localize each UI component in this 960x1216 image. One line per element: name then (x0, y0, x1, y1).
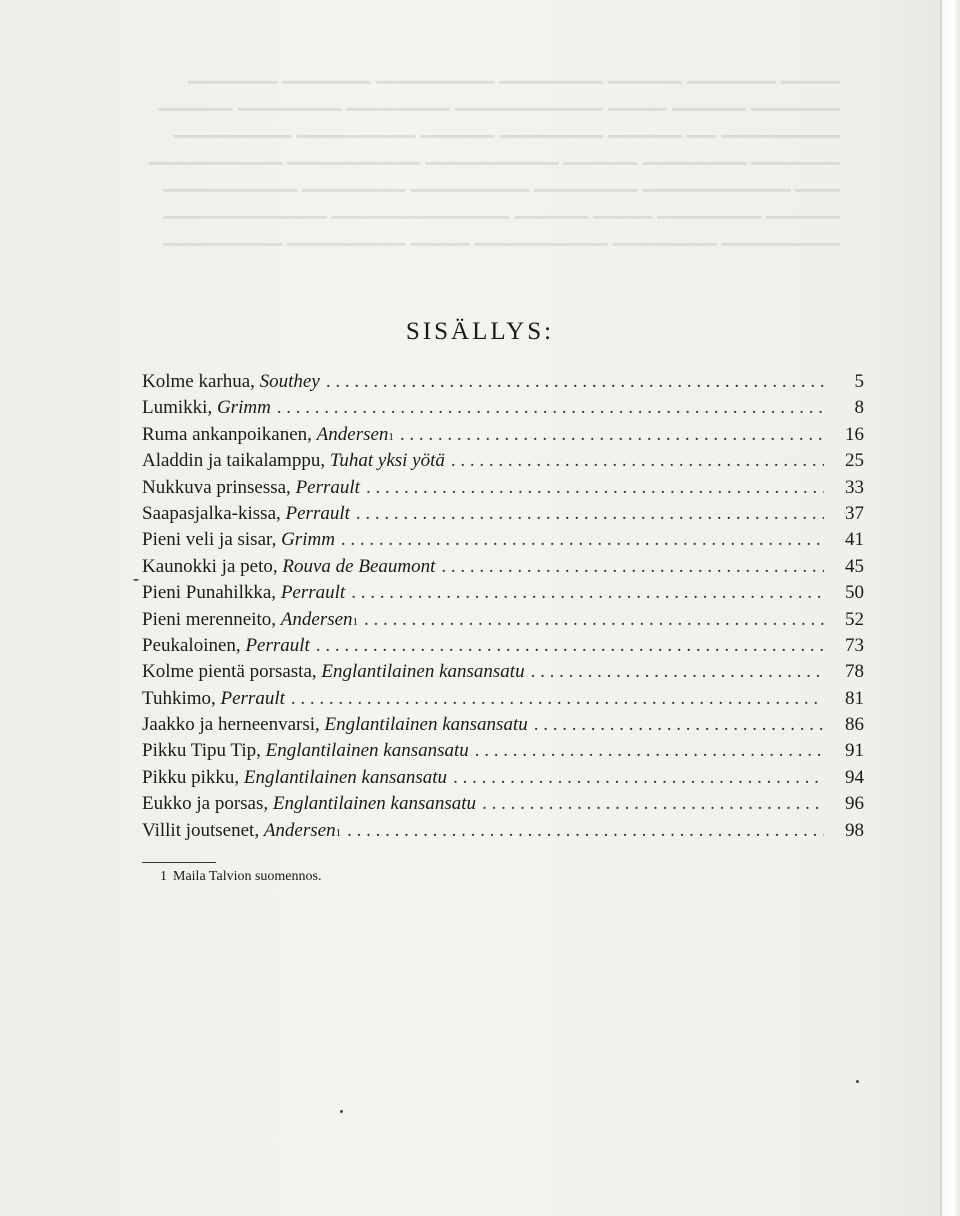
toc-entry (142, 529, 864, 555)
dot-leader (326, 371, 824, 393)
margin-mark: - (133, 568, 139, 588)
dot-leader (451, 450, 824, 472)
entry-title: Kolme karhua, (142, 371, 255, 392)
page-edge (940, 0, 960, 1216)
entry-title: Tuhkimo, (142, 687, 216, 709)
entry-author: Englantilainen kansansatu (265, 740, 469, 762)
dot-leader (351, 582, 824, 604)
page-number: 5 (854, 371, 864, 392)
entry-title: Nukkuva prinsessa, (142, 476, 291, 498)
entry-author: Grimm (216, 397, 271, 419)
page-number: 98 (845, 819, 864, 841)
toc-entry (142, 371, 864, 397)
entry-title: Pikku Tipu Tip, (142, 740, 261, 762)
entry-title: Lumikki, (142, 397, 213, 419)
entry-author: Andersen (263, 819, 336, 841)
toc-entry (142, 503, 864, 529)
dot-leader (475, 740, 824, 762)
toc-entry (142, 582, 864, 608)
page-number: 25 (845, 450, 864, 472)
entry-author: Southey (259, 371, 320, 392)
toc-entry (142, 767, 864, 793)
page-title: SISÄLLYS: (405, 318, 555, 345)
entry-author: Perrault (245, 634, 310, 656)
page-number: 86 (845, 714, 864, 736)
page-number: 16 (845, 423, 864, 445)
dot-leader (482, 793, 824, 815)
page-number: 50 (845, 582, 864, 604)
entry-title: Pikku pikku, (142, 766, 240, 788)
dot-leader (400, 424, 824, 446)
dot-leader (453, 767, 824, 789)
dot-leader (277, 397, 824, 419)
entry-author: Englantilainen kansansatu (272, 793, 477, 815)
dot-leader (347, 820, 824, 842)
bleed-through-text: ▁▁▁▁ ▁▁▁▁▁▁ ▁▁▁▁▁ ▁▁▁▁▁▁▁ ▁▁▁▁▁▁▁▁ ▁▁▁▁▁▁ ▁▁▁▁▁▁ ▁▁▁▁▁▁ ▁▁▁▁▁ ▁▁▁▁ ▁▁▁▁▁▁▁▁▁▁ ▁▁▁▁▁▁▁ ▁▁▁▁▁▁▁ ▁▁▁▁▁ ▁▁▁▁▁▁▁▁ ▁▁ ▁▁▁▁▁ ▁▁▁▁▁▁▁ ▁▁▁▁▁ ▁▁▁▁▁▁▁▁ ▁▁▁▁▁▁▁▁ ▁▁▁▁▁▁ ▁▁▁▁▁▁▁ ▁▁▁▁▁ ▁▁▁▁▁▁▁▁▁ ▁▁▁▁▁▁▁▁▁ ▁▁▁▁▁▁▁▁▁ ▁▁▁ ▁▁▁▁▁▁▁▁▁▁ ▁▁▁▁▁▁▁ ▁▁▁▁▁▁▁▁ ▁▁▁▁▁▁▁ ▁▁▁▁▁▁▁▁▁ ▁▁▁▁▁ ▁▁▁▁▁▁▁ ▁▁▁▁ ▁▁▁▁▁ ▁▁▁▁▁▁▁▁▁▁▁▁ ▁▁▁▁▁▁▁▁▁▁▁ ▁▁▁▁▁▁▁▁ ▁▁▁▁▁▁▁ ▁▁▁▁▁▁▁▁▁ ▁▁▁▁ ▁▁▁▁▁▁▁▁ ▁▁▁▁▁▁▁▁ (148, 63, 840, 246)
toc-entry (142, 477, 864, 503)
page-number: 8 (854, 397, 864, 419)
dot-leader (291, 688, 824, 710)
dot-leader (356, 503, 824, 525)
entry-author: Andersen (316, 423, 389, 445)
entry-author: Perrault (295, 476, 360, 498)
entry-title: Aladdin ja taikalamppu, (142, 450, 326, 472)
entry-title: Saapasjalka-kissa, (142, 502, 281, 524)
entry-title: Eukko ja porsas, (142, 793, 269, 815)
page-number: 81 (845, 687, 864, 709)
footnote-rule (142, 862, 216, 863)
toc-entry (142, 635, 864, 661)
entry-author: Andersen (280, 608, 353, 630)
footnote (160, 869, 321, 885)
paper-speck (856, 1080, 859, 1083)
dot-leader (531, 661, 824, 683)
toc-entry (142, 397, 864, 423)
footnote-mark: 1 (160, 869, 167, 884)
entry-author: Englantilainen kansansatu (243, 766, 448, 788)
table-of-contents (142, 371, 864, 846)
page-number: 73 (845, 634, 864, 656)
toc-entry: Ruma ankanpoikanen, Andersen 1 . . . 16 (142, 424, 864, 450)
entry-title: Kolme pientä porsasta, (142, 661, 317, 683)
entry-title: Peukaloinen, (142, 634, 241, 656)
dot-leader (316, 635, 824, 657)
toc-entry (142, 450, 864, 476)
page-number: 91 (845, 740, 864, 762)
entry-title: Jaakko ja herneenvarsi, (142, 714, 320, 736)
dot-leader (441, 556, 824, 578)
toc-entry (142, 661, 864, 687)
entry-author: Rouva de Beaumont (282, 555, 436, 577)
toc-entry (142, 688, 864, 714)
entry-title: Villit joutsenet, (142, 819, 260, 841)
entry-author: Englantilainen kansansatu (321, 661, 525, 683)
entry-title: Kaunokki ja peto, (142, 555, 278, 577)
toc-entry (142, 793, 864, 819)
dot-leader (341, 529, 824, 551)
entry-title: Pieni veli ja sisar, (142, 529, 277, 551)
entry-title: Ruma ankanpoikanen, (142, 423, 312, 445)
page-number: 96 (845, 793, 864, 815)
dot-leader (366, 477, 824, 499)
paper-speck (340, 1110, 343, 1113)
entry-author: Grimm (281, 529, 335, 551)
entry-author: Perrault (280, 582, 346, 604)
toc-entry: Pieni merenneito, Andersen 1 . . . 52 (142, 609, 864, 635)
toc-entry (142, 714, 864, 740)
toc-entry: Villit joutsenet, Andersen 1 . . . 98 (142, 820, 864, 846)
page-number: 37 (845, 502, 864, 524)
entry-author: Perrault (220, 687, 285, 709)
toc-entry (142, 740, 864, 766)
dot-leader (534, 714, 824, 736)
entry-title: Pieni Punahilkka, (142, 582, 277, 604)
page-number: 52 (845, 608, 864, 630)
toc-entry (142, 556, 864, 582)
entry-author: Englantilainen kansansatu (324, 714, 528, 736)
footnote-text: Maila Talvion suomennos. (173, 869, 322, 884)
page-number: 45 (845, 555, 864, 577)
page-number: 33 (845, 476, 864, 498)
page-number: 41 (845, 529, 864, 551)
page-number: 94 (845, 766, 864, 788)
entry-title: Pieni merenneito, (142, 608, 277, 630)
entry-author: Tuhat yksi yötä (329, 450, 445, 472)
dot-leader (364, 609, 824, 631)
entry-author: Perrault (285, 502, 350, 524)
page-number: 78 (845, 661, 864, 683)
